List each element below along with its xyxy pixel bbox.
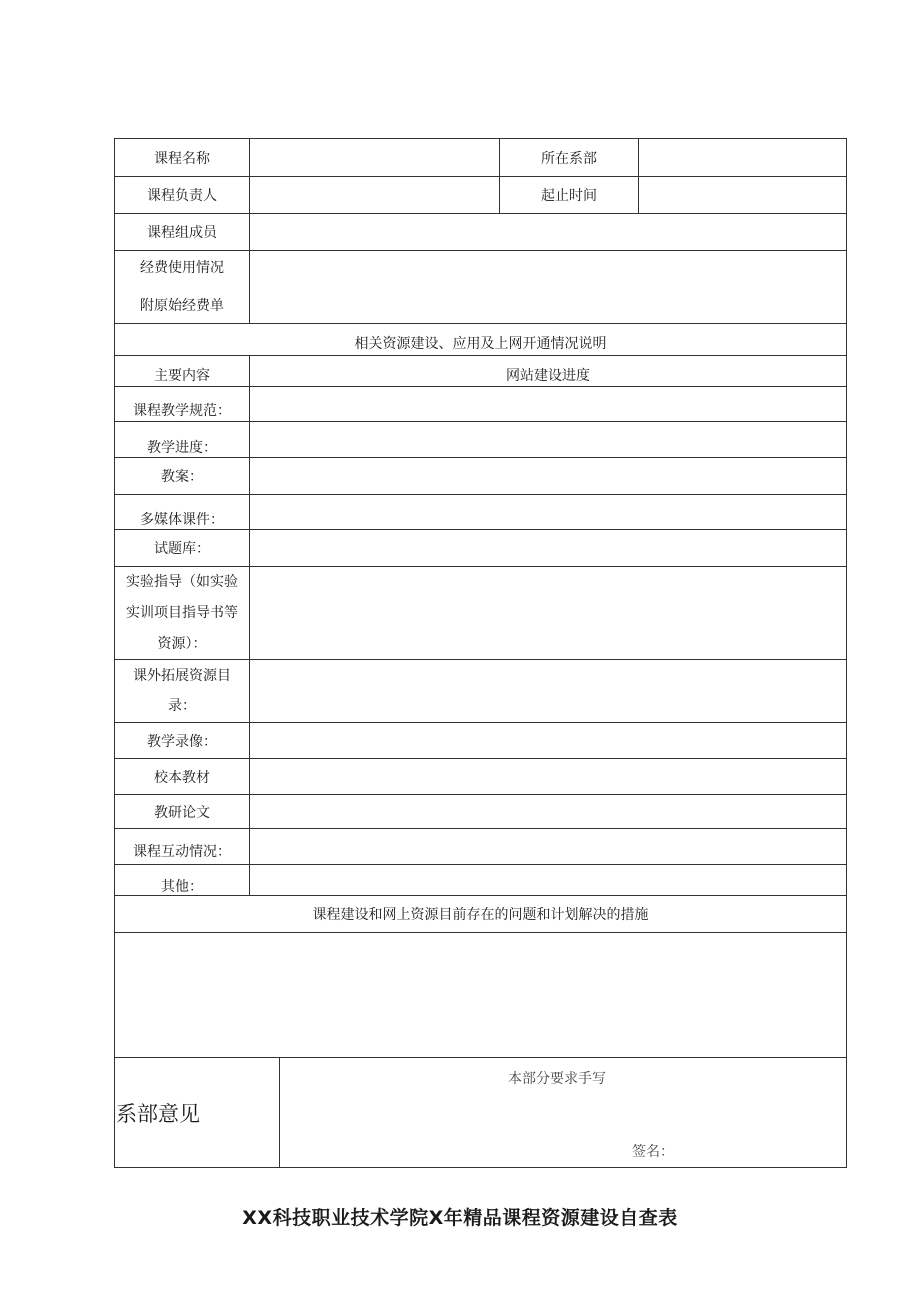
lesson-plans-label: 教案： (161, 469, 203, 485)
video-field[interactable] (249, 723, 846, 758)
lab-guide-label (115, 567, 249, 659)
course-lead-field[interactable] (249, 177, 499, 213)
question-bank-field[interactable] (249, 530, 846, 566)
period-field[interactable] (638, 177, 846, 213)
row-course-name (114, 138, 847, 176)
teaching-progress-label: 教学进度： (147, 439, 217, 456)
lesson-plans-field[interactable] (249, 458, 846, 494)
resources-section-title: 相关资源建设、应用及上网开通情况说明 (354, 335, 607, 352)
funds-label (115, 251, 249, 323)
extension-field[interactable] (249, 660, 846, 722)
course-name-field[interactable] (249, 139, 499, 176)
row-question-bank (114, 529, 847, 566)
row-textbook (114, 758, 847, 794)
interaction-label: 课程互动情况： (133, 843, 231, 860)
multimedia-label: 多媒体课件： (140, 512, 224, 528)
row-dept-opinion (114, 1057, 847, 1168)
row-interaction (114, 828, 847, 864)
signature-label: 签名： (632, 1144, 674, 1160)
teaching-norms-label: 课程教学规范： (133, 403, 231, 419)
extension-label (115, 660, 249, 722)
col-main-header: 主要内容 (154, 368, 210, 384)
papers-field[interactable] (249, 795, 846, 828)
extension-line2: 录： (168, 698, 196, 714)
row-video (114, 722, 847, 758)
textbook-field[interactable] (249, 759, 846, 794)
col-progress-header: 网站建设进度 (249, 356, 846, 386)
period-label: 起止时间 (499, 177, 638, 213)
interaction-field[interactable] (249, 829, 846, 864)
lab-guide-line2: 实训项目指导书等 (126, 604, 238, 621)
funds-label-line1: 经费使用情况 (140, 260, 224, 276)
textbook-label: 校本教材 (154, 769, 210, 786)
members-label: 课程组成员 (147, 225, 217, 241)
row-teaching-progress (114, 421, 847, 457)
row-lesson-plans (114, 457, 847, 494)
row-column-headers (114, 355, 847, 386)
lab-guide-line1: 实验指导（如实验 (126, 573, 238, 590)
department-field[interactable] (638, 139, 846, 176)
row-extension (114, 659, 847, 722)
lab-guide-field[interactable] (249, 567, 846, 659)
other-label: 其他： (161, 879, 203, 895)
row-funds (114, 250, 847, 323)
question-bank-label: 试题库： (154, 541, 210, 557)
row-course-lead (114, 176, 847, 213)
multimedia-field[interactable] (249, 495, 846, 529)
self-check-form (114, 138, 847, 1168)
dept-opinion-field[interactable] (279, 1058, 846, 1167)
row-multimedia (114, 494, 847, 529)
extension-line1: 课外拓展资源目 (133, 668, 231, 684)
row-other (114, 864, 847, 895)
lab-guide-line3: 资源）： (157, 635, 207, 652)
video-label: 教学录像： (147, 733, 217, 750)
problems-section-title: 课程建设和网上资源目前存在的问题和计划解决的措施 (312, 907, 649, 923)
problems-field[interactable] (115, 933, 846, 1057)
row-problems-body (114, 932, 847, 1057)
row-problems-header (114, 895, 847, 932)
teaching-progress-field[interactable] (249, 422, 846, 457)
document-title: XX科技职业技术学院X年精品课程资源建设自查表 (242, 1207, 678, 1229)
teaching-norms-field[interactable] (249, 387, 846, 421)
course-name-label: 课程名称 (154, 150, 210, 167)
row-members (114, 213, 847, 250)
funds-label-line2: 附原始经费单 (140, 298, 224, 314)
row-lab-guide (114, 566, 847, 659)
department-label: 所在系部 (499, 139, 638, 176)
funds-field[interactable] (249, 251, 846, 323)
members-field[interactable] (249, 214, 846, 250)
other-field[interactable] (249, 865, 846, 895)
course-lead-label: 课程负责人 (147, 188, 217, 204)
handwrite-note: 本部分要求手写 (508, 1071, 606, 1087)
papers-label: 教研论文 (154, 804, 210, 821)
row-papers (114, 794, 847, 828)
dept-opinion-label: 系部意见 (116, 1101, 200, 1126)
row-teaching-norms (114, 386, 847, 421)
row-resources-header (114, 323, 847, 355)
